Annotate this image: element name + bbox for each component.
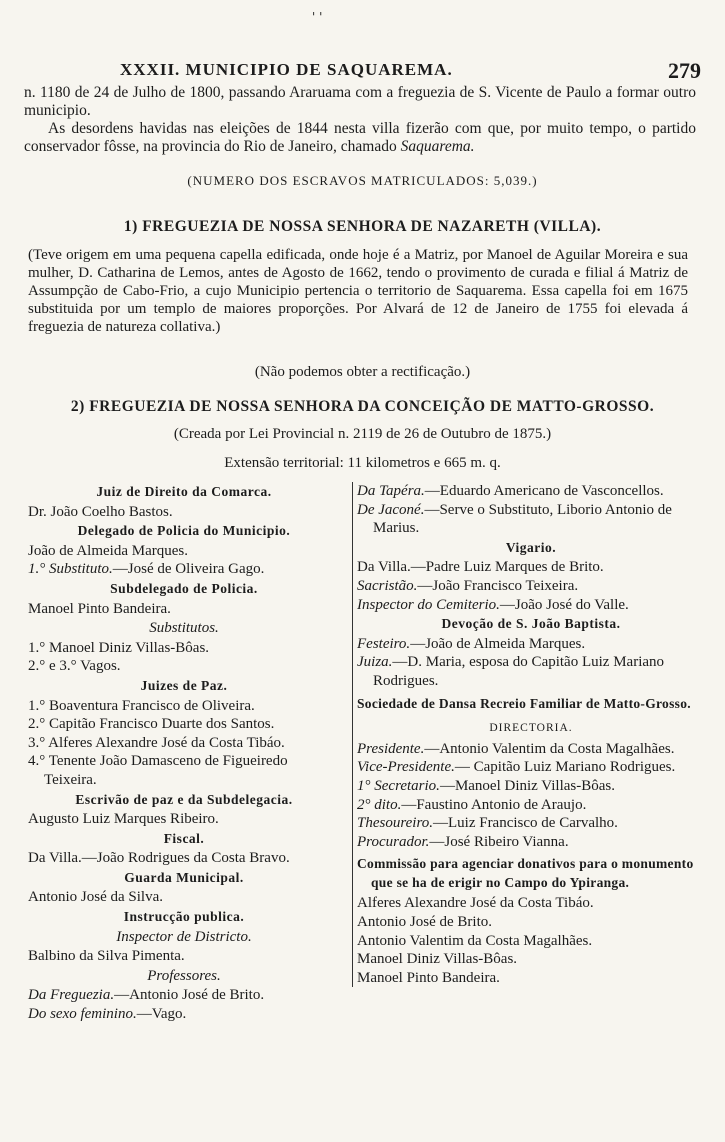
presidente: Presidente.—Antonio Valentim da Costa Magalhães. [357, 740, 675, 757]
directoria-heading: DIRECTORIA. [489, 722, 573, 735]
inspector-heading: Inspector de Districto. [116, 928, 252, 945]
guarda-name: Antonio José da Silva. [28, 889, 163, 906]
delegado-heading: Delegado de Policia do Municipio. [77, 523, 291, 539]
vigario-name: Da Villa.—Padre Luiz Marques de Brito. [357, 559, 604, 576]
secretario-1: 1° Secretario.—Manoel Diniz Villas-Bôas. [357, 777, 615, 794]
delegado-substitute: 1.° Substituto.—José de Oliveira Gago. [28, 561, 265, 578]
juiz-heading: Juiz de Direito da Comarca. [96, 484, 272, 499]
page-number: 279 [668, 58, 701, 83]
festeiro-name: Festeiro.—João de Almeida Marques. [357, 635, 586, 652]
section-2-created: (Creada por Lei Provincial n. 2119 de 26 de Outubro de 1875.) [173, 426, 552, 442]
substituto-2-3: 2.° e 3.° Vagos. [28, 658, 121, 675]
sociedade-heading: Sociedade de Dansa Recreio Familiar de Matto-Grosso. [357, 695, 691, 711]
thesoureiro: Thesoureiro.—Luiz Francisco de Carvalho. [357, 815, 618, 832]
comissao-member-1: Alferes Alexandre José da Costa Tibáo. [357, 895, 594, 912]
comissao-heading: Commissão para agenciar donativos para o monumento que se ha de erigir no Campo do Ypiranga. [357, 856, 694, 890]
top-mark: ' ' [312, 10, 323, 24]
intro-paragraph-2: As desordens havidas nas eleições de 1844 nesta villa fizerão com que, por muito tempo, o partido conservador fôsse, na provincia do Rio de Janeiro, chamado Saquarema. [24, 120, 696, 155]
subdelegado-heading: Subdelegado de Policia. [110, 580, 258, 596]
juiz-paz-3: 3.° Alferes Alexandre José da Costa Tibáo. [28, 734, 285, 751]
subdelegado-name: Manoel Pinto Bandeira. [28, 600, 171, 617]
comissao-member-5: Manoel Pinto Bandeira. [357, 969, 500, 986]
juiz-name: Dr. João Coelho Bastos. [28, 503, 173, 520]
comissao-member-2: Antonio José de Brito. [357, 914, 492, 931]
professor-jacone: De Jaconé.—Serve o Substituto, Liborio Antonio de Marius. [357, 501, 672, 537]
comissao-member-3: Antonio Valentim da Costa Magalhães. [357, 932, 593, 949]
slaves-note: (NUMERO DOS ESCRAVOS MATRICULADOS: 5,039.) [187, 173, 538, 188]
section-2-title: 2) FREGUEZIA DE NOSSA SENHORA DA CONCEIÇÃO DE MATTO-GROSSO. [70, 398, 655, 415]
running-header: XXXII. MUNICIPIO DE SAQUAREMA. [120, 60, 453, 79]
right-column [352, 482, 705, 987]
escrivao-name: Augusto Luiz Marques Ribeiro. [28, 811, 219, 828]
left-column [28, 482, 340, 1024]
professor-freguezia: Da Freguezia.—Antonio José de Brito. [28, 987, 265, 1004]
juiza-name: Juiza.—D. Maria, esposa do Capitão Luiz Mariano Rodrigues. [357, 654, 665, 689]
professores-heading: Professores. [147, 967, 221, 984]
section-1-note: (Não podemos obter a rectificação.) [254, 364, 471, 380]
juiz-paz-2: 2.° Capitão Francisco Duarte dos Santos. [28, 716, 275, 733]
fiscal-name: Da Villa.—João Rodrigues da Costa Bravo. [28, 850, 290, 867]
section-2-extent: Extensão territorial: 11 kilometros e 665 m. q. [224, 455, 501, 471]
inspector-name: Balbino da Silva Pimenta. [28, 948, 185, 965]
comissao-member-4: Manoel Diniz Villas-Bôas. [357, 951, 518, 968]
secretario-2: 2° dito.—Faustino Antonio de Araujo. [357, 796, 587, 813]
fiscal-heading: Fiscal. [163, 830, 205, 846]
professor-feminino: Do sexo feminino.—Vago. [28, 1006, 187, 1023]
substituto-1: 1.° Manoel Diniz Villas-Bôas. [28, 639, 210, 656]
section-1-title: 1) FREGUEZIA DE NOSSA SENHORA DE NAZARETH (VILLA). [123, 218, 602, 235]
cemiterio-inspector: Inspector do Cemiterio.—João José do Valle. [357, 596, 629, 613]
delegado-name: João de Almeida Marques. [28, 542, 188, 559]
procurador: Procurador.—José Ribeiro Vianna. [357, 833, 569, 850]
vice-presidente: Vice-Presidente.— Capitão Luiz Mariano Rodrigues. [357, 759, 676, 776]
substitutos-heading: Substitutos. [149, 620, 219, 637]
juiz-paz-1: 1.° Boaventura Francisco de Oliveira. [28, 697, 255, 714]
juiz-paz-4: 4.° Tenente João Damasceno de Figueiredo Teixeira. [28, 753, 288, 788]
section-1-text: (Teve origem em uma pequena capella edificada, onde hoje é a Matriz, por Manoel de Aguilar Moreira e sua mulher, D. Catharina de Lemos, antes de Agosto de 1662, tendo o provimento de curada e filial á Matriz de Assumpção de Cabo-Frio, a cujo Municipio pertencia o territorio de Saquarema. Essa capella foi em 1675 substituida por um templo de maiores proporções. Por Alvará de 12 de Janeiro de 1755 foi elevada á freguezia de natureza collativa.) [28, 247, 688, 335]
instrucao-heading: Instrucção publica. [123, 909, 245, 925]
sacristao-name: Sacristão.—João Francisco Teixeira. [357, 577, 579, 594]
juizes-paz-heading: Juizes de Paz. [140, 677, 228, 693]
devocao-heading: Devoção de S. João Baptista. [441, 616, 621, 632]
guarda-heading: Guarda Municipal. [124, 869, 244, 885]
intro-text [24, 84, 696, 156]
professor-tapera: Da Tapéra.—Eduardo Americano de Vasconcellos. [357, 483, 664, 499]
vigario-heading: Vigario. [505, 539, 557, 555]
intro-paragraph-1: n. 1180 de 24 de Julho de 1800, passando Araruama com a freguezia de S. Vicente de Paulo a formar outro municipio. [24, 84, 696, 119]
escrivao-heading: Escrivão de paz e da Subdelegacia. [75, 791, 293, 807]
